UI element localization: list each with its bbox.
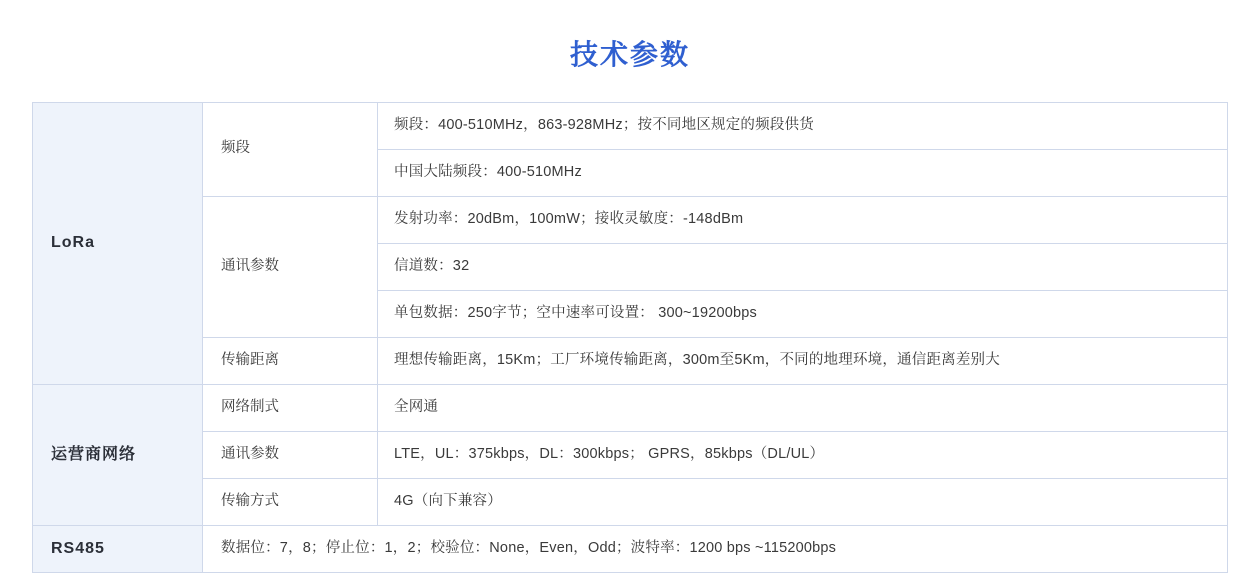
table-row <box>33 196 1228 243</box>
group-label-carrier-network: 运营商网络 <box>33 384 203 525</box>
subgroup-label-frequency: 频段 <box>203 102 378 196</box>
spec-value: 单包数据：250字节；空中速率可设置： 300~19200bps <box>378 290 1228 337</box>
group-label-rs485: RS485 <box>33 525 203 572</box>
table-row <box>33 431 1228 478</box>
technical-specifications-table <box>32 102 1228 573</box>
subgroup-label-transmission-mode: 传输方式 <box>203 478 378 525</box>
subgroup-label-network-standard: 网络制式 <box>203 384 378 431</box>
page-title: 技术参数 <box>569 39 690 70</box>
table-row <box>33 337 1228 384</box>
spec-value: 信道数：32 <box>378 243 1228 290</box>
spec-value: 全网通 <box>378 384 1228 431</box>
table-row <box>33 102 1228 149</box>
spec-value: 4G（向下兼容） <box>378 478 1228 525</box>
spec-value: 发射功率：20dBm，100mW；接收灵敏度：-148dBm <box>378 196 1228 243</box>
spec-value: 中国大陆频段：400-510MHz <box>378 149 1228 196</box>
spec-value: LTE，UL：375kbps，DL：300kbps； GPRS，85kbps（DL/UL） <box>378 431 1228 478</box>
subgroup-label-comm-params: 通讯参数 <box>203 196 378 337</box>
subgroup-label-comm-params-carrier: 通讯参数 <box>203 431 378 478</box>
spec-value: 数据位：7，8；停止位：1，2；校验位：None，Even，Odd；波特率：1200 bps ~115200bps <box>203 525 1228 572</box>
spec-value: 理想传输距离，15Km；工厂环境传输距离，300m至5Km，不同的地理环境，通信距离差别大 <box>378 337 1228 384</box>
table-row <box>33 478 1228 525</box>
spec-value: 频段：400-510MHz，863-928MHz；按不同地区规定的频段供货 <box>378 102 1228 149</box>
subgroup-label-transmission-distance: 传输距离 <box>203 337 378 384</box>
table-row <box>33 384 1228 431</box>
table-row <box>33 525 1228 572</box>
group-label-lora: LoRa <box>33 102 203 384</box>
